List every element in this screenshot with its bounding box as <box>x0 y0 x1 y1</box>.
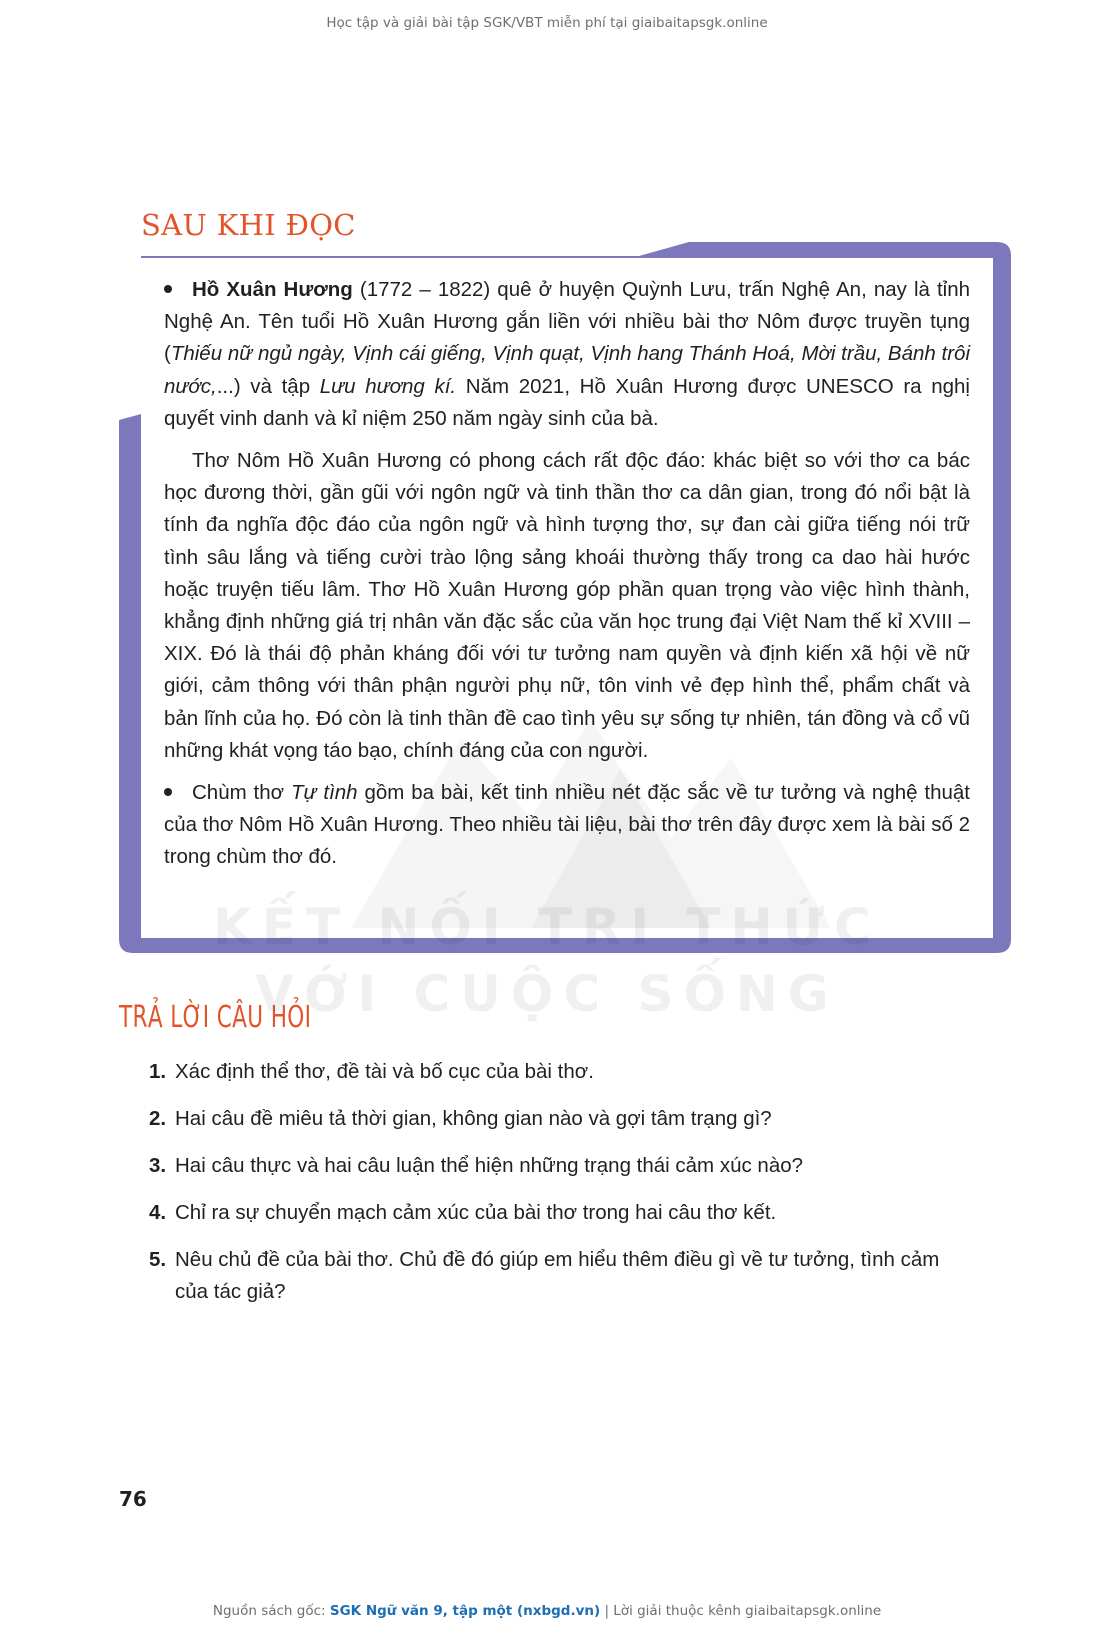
page-number: 76 <box>119 1487 147 1511</box>
poem-titles: Thiếu nữ ngủ ngày, Vịnh cái giếng, Vịnh quạt, Vịnh hang Thánh Hoá, Mời trầu, Bánh trôi nước, <box>164 342 970 398</box>
question-text-continued: của tác giả? <box>175 1280 286 1303</box>
question-4 <box>149 1197 1019 1229</box>
question-2 <box>149 1103 1019 1135</box>
question-text: Xác định thể thơ, đề tài và bố cục của bài thơ. <box>175 1060 594 1083</box>
footer-prefix: Nguồn sách gốc: <box>212 1603 330 1619</box>
info-box <box>119 242 1011 953</box>
header-note: Học tập và giải bài tập SGK/VBT miễn phí tại giaibaitapsgk.online <box>326 15 768 31</box>
text-span: gồm ba bài, kết tinh nhiều nét đặc sắc về tư tưởng và nghệ thuật của thơ Nôm Hồ Xuân Hương. Theo nhiều tài liệu, bài thơ trên đây được xem là bài số 2 trong chùm thơ đó. <box>164 781 971 869</box>
collection-title: Lưu hương kí. <box>319 374 457 398</box>
question-text: Nêu chủ đề của bài thơ. Chủ đề đó giúp em hiểu thêm điều gì về tư tưởng, tình cảm <box>175 1248 940 1271</box>
poem-title: Tự tình <box>290 781 358 805</box>
question-1 <box>149 1056 1019 1088</box>
author-name: Hồ Xuân Hương <box>192 278 353 301</box>
question-number: 5. <box>149 1248 167 1271</box>
question-number: 4. <box>149 1201 167 1224</box>
question-5 <box>149 1244 1019 1308</box>
bullet-icon <box>164 788 172 796</box>
question-text: Hai câu đề miêu tả thời gian, không gian nào và gợi tâm trạng gì? <box>175 1107 772 1130</box>
question-text: Hai câu thực và hai câu luận thể hiện những trạng thái cảm xúc nào? <box>175 1154 804 1177</box>
author-intro-paragraph <box>164 274 970 435</box>
questions-title: TRẢ LỜI CÂU HỎI <box>119 1000 312 1035</box>
text-span: (1772 – 1822) quê ở huyện Quỳnh Lưu, trấn Nghệ An, nay là tỉnh Nghệ An. Tên tuổi Hồ Xuân Hương gắn liền với nhiều bài thơ Nôm được truyền tụng ( <box>164 278 970 366</box>
question-number: 1. <box>149 1060 167 1083</box>
poem-series-paragraph <box>164 777 970 874</box>
watermark-line-2: VỚI CUỘC SỐNG <box>255 965 839 1023</box>
text-span: Chùm thơ <box>192 781 291 805</box>
info-box-content <box>141 258 993 938</box>
question-3 <box>149 1150 1019 1182</box>
footer-source-link[interactable]: SGK Ngữ văn 9, tập một (nxbgd.vn) <box>329 1603 601 1619</box>
question-text: Chỉ ra sự chuyển mạch cảm xúc của bài thơ trong hai câu thơ kết. <box>175 1201 777 1224</box>
question-number: 2. <box>149 1107 167 1130</box>
question-number: 3. <box>149 1154 167 1177</box>
text-span: Năm 2021, Hồ Xuân Hương được UNESCO ra nghị quyết vinh danh và kỉ niệm 250 năm ngày sinh của bà. <box>164 374 970 430</box>
style-paragraph: Thơ Nôm Hồ Xuân Hương có phong cách rất độc đáo: khác biệt so với thơ ca bác học đương thời, gần gũi với ngôn ngữ và tinh thần thơ ca dân gian, trong đó nổi bật là tính đa nghĩa độc đáo của ngôn ngữ và hình tượng thơ, sự đan cài giữa tiếng nói trữ tình sâu lắng và tiếng cười trào lộng sảng khoái thường thấy trong ca dao hài hước hoặc truyện tiếu lâm. Thơ Hồ Xuân Hương góp phần quan trọng vào việc hình thành, khẳng định những giá trị nhân văn đặc sắc của văn học trung đại Việt Nam thế kỉ XVIII – XIX. Đó là thái độ phản kháng đối với tư tưởng nam quyền và định kiến xã hội về nữ giới, cảm thông với thân phận người phụ nữ, tôn vinh vẻ đẹp hình thể, phẩm chất và bản lĩnh của họ. Đó còn là tinh thần đề cao tình yêu sự sống tự nhiên, tán đồng và cổ vũ những khát vọng táo bạo, chính đáng của con người. <box>164 449 970 762</box>
footer-note <box>0 1603 1094 1619</box>
bullet-icon <box>164 285 172 293</box>
footer-suffix: | Lời giải thuộc kênh giaibaitapsgk.online <box>600 1603 882 1619</box>
text-span: ...) và tập <box>216 374 320 398</box>
section-title: SAU KHI ĐỌC <box>141 208 356 242</box>
